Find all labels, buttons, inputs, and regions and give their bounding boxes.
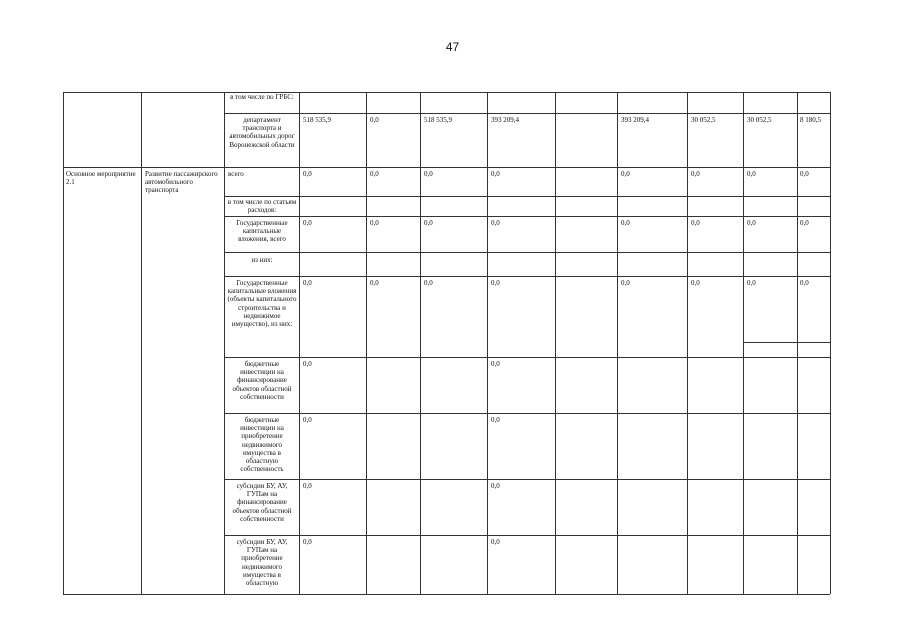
- cell-value: 0,0: [491, 170, 500, 178]
- cell-value: 0,0: [303, 482, 312, 490]
- cell-value: 0,0: [303, 170, 312, 178]
- col-divider: [687, 92, 688, 594]
- cell-value: 0,0: [621, 170, 630, 178]
- cell-value: 0,0: [370, 170, 379, 178]
- cell-value: 0,0: [424, 170, 433, 178]
- cell-value: 30 052,5: [747, 116, 772, 124]
- row-label: Государственные капитальные вложения (объекты капитального строительства и недвижимое имущество), из них:: [227, 279, 297, 329]
- cell-value: 0,0: [370, 116, 379, 124]
- col-divider: [224, 92, 225, 594]
- cell-value: 0,0: [303, 416, 312, 424]
- cell-value: 0,0: [621, 219, 630, 227]
- row-divider: [224, 196, 830, 197]
- row-divider: [224, 413, 830, 414]
- row-divider: [224, 276, 830, 277]
- cell-value: 518 535,9: [424, 116, 452, 124]
- table-bottom-border: [63, 594, 830, 595]
- cell-value: 0,0: [747, 219, 756, 227]
- row-label: субсидии БУ, АУ, ГУПам на финансирование объектов областной собственности: [232, 482, 292, 523]
- row-label: из них:: [251, 256, 273, 264]
- row-divider: [63, 167, 830, 168]
- cell-value: 0,0: [621, 279, 630, 287]
- event-name: Развитие пассажирского автомобильного транспорта: [145, 170, 218, 195]
- cell-value: 0,0: [303, 538, 312, 546]
- cell-value: 0,0: [303, 279, 312, 287]
- cell-value: 8 180,5: [800, 116, 821, 124]
- col-divider: [487, 92, 488, 594]
- cell-value: 0,0: [370, 279, 379, 287]
- cell-value: 393 209,4: [621, 116, 649, 124]
- col-divider: [743, 92, 744, 594]
- cell-value: 0,0: [800, 170, 809, 178]
- cell-value: 30 052,5: [691, 116, 716, 124]
- table-right-border: [830, 92, 831, 594]
- row-label: департамент транспорта и автомобильных дорог Воронежской области: [229, 116, 295, 149]
- row-divider: [743, 342, 830, 343]
- cell-value: 0,0: [424, 219, 433, 227]
- cell-value: 0,0: [800, 279, 809, 287]
- cell-value: 0,0: [691, 170, 700, 178]
- col-divider: [617, 92, 618, 594]
- cell-value: 0,0: [303, 360, 312, 368]
- row-label: субсидии БУ, АУ, ГУПам на приобретение недвижимого имущества в областную: [236, 538, 288, 588]
- cell-value: 0,0: [491, 538, 500, 546]
- cell-value: 0,0: [691, 219, 700, 227]
- row-label: всего: [228, 170, 244, 178]
- cell-value: 0,0: [424, 279, 433, 287]
- row-divider: [224, 479, 830, 480]
- row-divider: [224, 535, 830, 536]
- col-divider: [141, 92, 142, 594]
- cell-value: 0,0: [800, 219, 809, 227]
- page-number: 47: [445, 40, 460, 54]
- cell-value: 0,0: [747, 170, 756, 178]
- row-label: в том числе по ГРБС:: [230, 93, 294, 101]
- cell-value: 0,0: [370, 219, 379, 227]
- cell-value: 0,0: [491, 219, 500, 227]
- row-divider: [224, 113, 830, 114]
- col-divider: [555, 92, 556, 594]
- col-divider: [299, 92, 300, 594]
- cell-value: 0,0: [491, 482, 500, 490]
- event-label: Основное мероприятие 2.1: [66, 170, 136, 187]
- cell-value: 0,0: [491, 416, 500, 424]
- cell-value: 0,0: [747, 279, 756, 287]
- col-divider: [366, 92, 367, 594]
- cell-value: 0,0: [491, 279, 500, 287]
- row-label: Государственные капитальные вложения, всего: [236, 219, 288, 244]
- row-divider: [224, 357, 830, 358]
- row-divider: [224, 252, 830, 253]
- cell-value: 0,0: [691, 279, 700, 287]
- cell-value: 0,0: [491, 360, 500, 368]
- row-label: в том числе по статьям расходов:: [227, 198, 297, 215]
- row-label: бюджетные инвестиции на финансирование объектов областной собственности: [232, 360, 292, 401]
- row-divider: [224, 216, 830, 217]
- row-label: бюджетные инвестиции на приобретение недвижимого имущества в областную собственность: [240, 416, 284, 474]
- col-divider: [420, 92, 421, 594]
- cell-value: 393 209,4: [491, 116, 519, 124]
- cell-value: 0,0: [303, 219, 312, 227]
- col-divider: [797, 92, 798, 594]
- cell-value: 518 535,9: [303, 116, 331, 124]
- table-top-border: [63, 92, 830, 93]
- table-left-border: [63, 92, 64, 594]
